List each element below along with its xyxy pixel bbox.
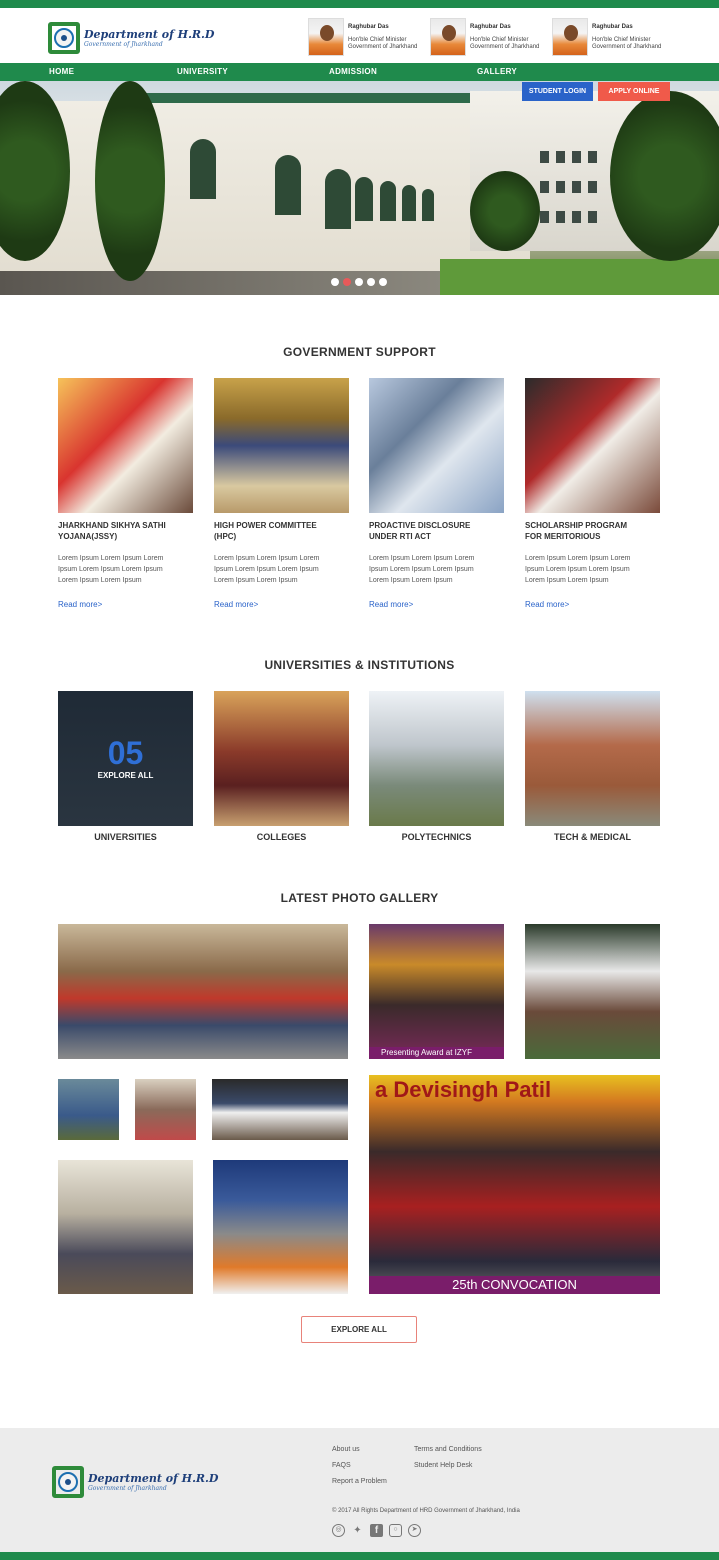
hpc-description: Lorem Ipsum Lorem Ipsum Lorem Ipsum Lorem Ipsum Lorem Ipsum Lorem Ipsum Lorem Ipsum: [214, 555, 320, 584]
minister-name: Raghubar Das: [470, 24, 511, 30]
logo-title: Department of H.R.D: [84, 28, 215, 41]
footer-link-terms[interactable]: Terms and Conditions: [414, 1446, 482, 1453]
award-caption: Presenting Award at IZYF: [369, 1047, 504, 1059]
university-count: 05: [107, 735, 144, 771]
tech-medical-label[interactable]: TECH & MEDICAL: [554, 832, 631, 842]
footer-logo-title: Department of H.R.D: [88, 1472, 219, 1485]
gallery-photo-classroom[interactable]: [58, 1160, 193, 1294]
scholarship-read-more-link[interactable]: Read more>: [525, 600, 570, 609]
rti-image[interactable]: [369, 378, 504, 513]
logo-subtitle: Government of Jharkhand: [84, 41, 163, 48]
slider-dots: [331, 278, 387, 286]
gallery-photo-convocation[interactable]: [369, 1075, 660, 1294]
tech-medical-image[interactable]: [525, 691, 660, 826]
minister-role: Hon'ble Chief Minister: [470, 37, 529, 43]
rti-description: Lorem Ipsum Lorem Ipsum Lorem Ipsum Lorem Ipsum Lorem Ipsum Lorem Ipsum Lorem Ipsum: [369, 555, 475, 584]
gallery-title: LATEST PHOTO GALLERY: [280, 891, 439, 905]
telegram-icon[interactable]: ➤: [408, 1524, 421, 1537]
twitter-icon[interactable]: ✦: [353, 1525, 362, 1536]
jssy-description: Lorem Ipsum Lorem Ipsum Lorem Ipsum Lorem Ipsum Lorem Ipsum Lorem Ipsum Lorem Ipsum: [58, 555, 164, 584]
gallery-photo-award[interactable]: [369, 924, 504, 1059]
apply-online-button[interactable]: APPLY ONLINE: [598, 82, 670, 101]
colleges-label[interactable]: COLLEGES: [256, 832, 307, 842]
minister-government: Government of Jharkhand: [470, 44, 540, 50]
footer-link-report[interactable]: Report a Problem: [332, 1478, 387, 1485]
minister-photo: [308, 18, 344, 56]
universities-title: UNIVERSITIES & INSTITUTIONS: [264, 658, 455, 672]
student-login-button[interactable]: STUDENT LOGIN: [522, 82, 593, 101]
gallery-photo-ceremony[interactable]: [212, 1079, 348, 1140]
slider-dot[interactable]: [379, 278, 387, 286]
minister-card: [430, 18, 548, 56]
top-strip: [0, 0, 719, 8]
slider-dot[interactable]: [331, 278, 339, 286]
jssy-image[interactable]: [58, 378, 193, 513]
explore-all-label[interactable]: EXPLORE ALL: [97, 771, 154, 780]
slider-dot[interactable]: [355, 278, 363, 286]
gallery-photo-small-1[interactable]: [58, 1079, 119, 1140]
state-emblem-icon: [52, 1466, 84, 1498]
footer-logo[interactable]: [52, 1466, 218, 1498]
government-support-title: GOVERNMENT SUPPORT: [283, 345, 436, 359]
minister-government: Government of Jharkhand: [348, 44, 418, 50]
instagram-icon[interactable]: ○: [389, 1524, 402, 1537]
footer-link-help-desk[interactable]: Student Help Desk: [414, 1462, 473, 1469]
site-logo[interactable]: [48, 22, 214, 54]
minister-photo: [552, 18, 588, 56]
universities-label[interactable]: UNIVERSITIES: [94, 832, 157, 842]
dribbble-icon[interactable]: ◎: [332, 1524, 345, 1537]
scholarship-description: Lorem Ipsum Lorem Ipsum Lorem Ipsum Lorem Ipsum Lorem Ipsum Lorem Ipsum Lorem Ipsum: [525, 555, 631, 584]
main-nav: [0, 63, 719, 81]
minister-role: Hon'ble Chief Minister: [348, 37, 407, 43]
gallery-photo-planting[interactable]: [525, 924, 660, 1059]
minister-photo: [430, 18, 466, 56]
nav-university[interactable]: UNIVERSITY: [177, 67, 229, 76]
state-emblem-icon: [48, 22, 80, 54]
minister-government: Government of Jharkhand: [592, 44, 662, 50]
social-links: [332, 1524, 421, 1537]
minister-role: Hon'ble Chief Minister: [592, 37, 651, 43]
footer-logo-subtitle: Government of Jharkhand: [88, 1485, 167, 1492]
convocation-caption: 25th CONVOCATION: [369, 1276, 660, 1294]
scholarship-image[interactable]: [525, 378, 660, 513]
polytechnics-label[interactable]: POLYTECHNICS: [401, 832, 472, 842]
slider-dot[interactable]: [367, 278, 375, 286]
hpc-title: HIGH POWER COMMITTEE (HPC): [214, 521, 317, 541]
scholarship-title: SCHOLARSHIP PROGRAM FOR MERITORIOUS: [525, 521, 628, 541]
gallery-photo-event-stage[interactable]: [213, 1160, 348, 1294]
copyright-text: © 2017 All Rights Department of HRD Government of Jharkhand, India: [332, 1508, 520, 1514]
footer-link-about[interactable]: About us: [332, 1446, 360, 1453]
bottom-strip: [0, 1552, 719, 1560]
nav-gallery[interactable]: GALLERY: [477, 67, 518, 76]
ministers-strip: [308, 18, 670, 56]
minister-card: [308, 18, 426, 56]
rti-title: PROACTIVE DISCLOSURE UNDER RTI ACT: [369, 521, 471, 541]
nav-admission[interactable]: ADMISSION: [329, 67, 378, 76]
minister-card: [552, 18, 670, 56]
footer-link-faqs[interactable]: FAQS: [332, 1462, 351, 1469]
colleges-image[interactable]: [214, 691, 349, 826]
nav-home[interactable]: HOME: [49, 67, 75, 76]
jssy-read-more-link[interactable]: Read more>: [58, 600, 103, 609]
convocation-banner-text: a Devisingh Patil: [375, 1077, 552, 1102]
hpc-read-more-link[interactable]: Read more>: [214, 600, 259, 609]
rti-read-more-link[interactable]: Read more>: [369, 600, 414, 609]
gallery-photo-students[interactable]: [58, 924, 348, 1059]
hero-slider: [0, 81, 719, 295]
polytechnics-image[interactable]: [369, 691, 504, 826]
gallery-explore-all-button[interactable]: EXPLORE ALL: [301, 1316, 417, 1343]
site-header: [0, 8, 719, 63]
gallery-photo-small-2[interactable]: [135, 1079, 196, 1140]
minister-name: Raghubar Das: [348, 24, 389, 30]
hpc-image[interactable]: [214, 378, 349, 513]
jssy-title: JHARKHAND SIKHYA SATHI YOJANA(JSSY): [58, 521, 166, 541]
facebook-icon[interactable]: f: [370, 1524, 383, 1537]
slider-dot-active[interactable]: [343, 278, 351, 286]
minister-name: Raghubar Das: [592, 24, 633, 30]
